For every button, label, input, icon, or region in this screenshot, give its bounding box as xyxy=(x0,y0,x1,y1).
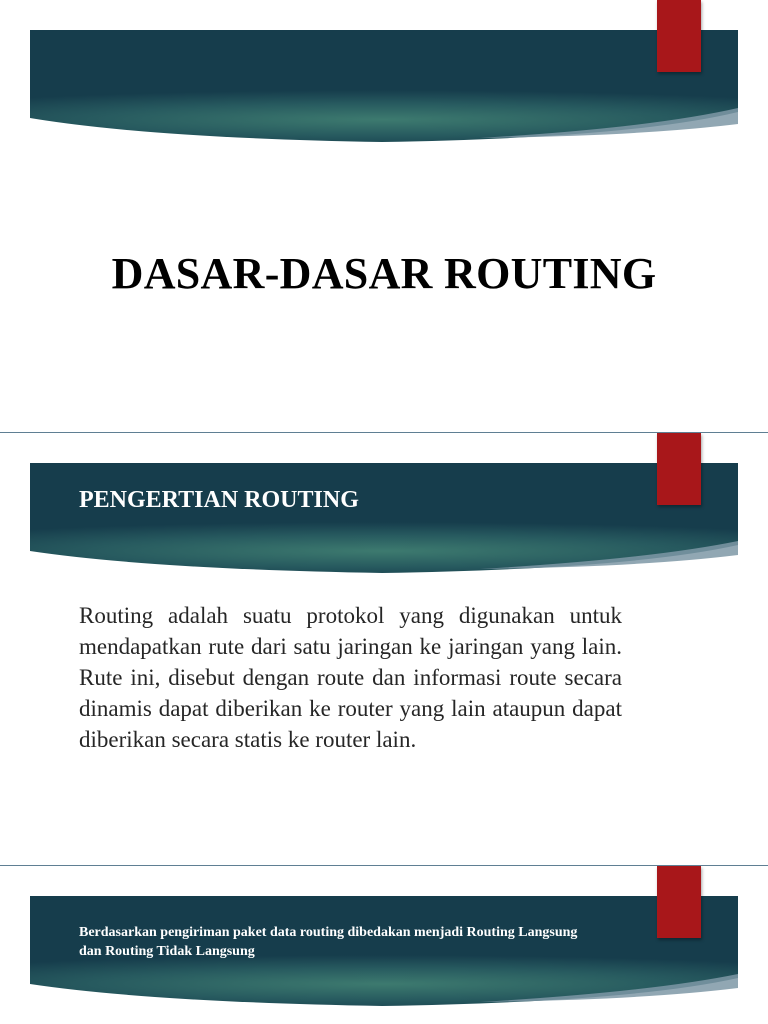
slide-2-body: Routing adalah suatu protokol yang digunakan untuk mendapatkan rute dari satu jaringan ke jaringan yang lain. Rute ini, disebut dengan route dan informasi route secara dinamis dapat diberikan ke router yang lain ataupun dapat diberikan secara statis ke router lain. xyxy=(79,603,622,752)
slide-2-bookmark xyxy=(657,433,701,505)
slide-2-banner xyxy=(30,463,738,575)
slide-1-banner xyxy=(30,30,738,144)
slide-2 xyxy=(0,433,768,865)
slide-1-title: DASAR-DASAR ROUTING xyxy=(111,249,657,298)
slide-1-bookmark xyxy=(657,0,701,72)
slide-1 xyxy=(0,0,768,432)
slide-3 xyxy=(0,866,768,1024)
slide-2-heading: PENGERTIAN ROUTING xyxy=(79,487,359,513)
slide-3-bookmark xyxy=(657,866,701,938)
slide-3-heading: Berdasarkan pengiriman paket data routing dibedakan menjadi Routing Langsung dan Routing Tidak Langsung xyxy=(79,925,578,959)
